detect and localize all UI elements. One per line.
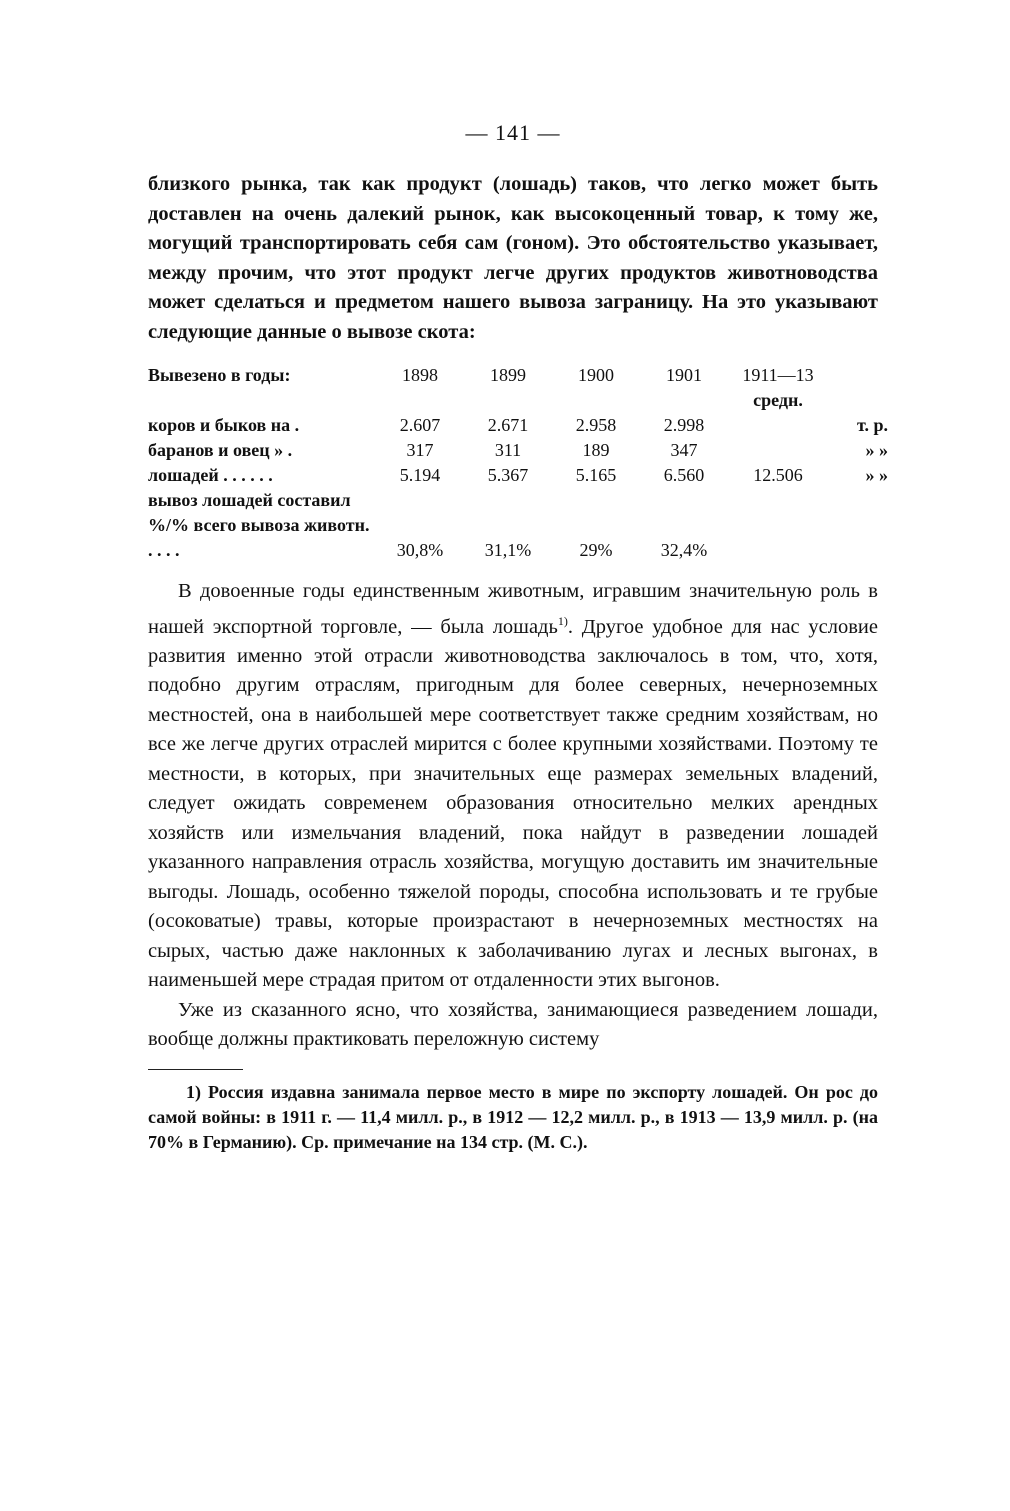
table-cell: 32,4% [660,540,708,560]
row-unit: » » [865,440,888,460]
paragraph-2 [148,577,878,996]
row-label: вывоз лошадей составил %/% всего вывоза животн. . . . . [148,490,370,560]
table-cell: 31,1% [484,540,532,560]
year-header: 1899 [490,365,526,385]
table-cell: 311 [494,440,522,460]
row-label: лошадей . . . . . . [148,465,273,485]
year-header: 1898 [402,365,438,385]
table-cell: 6.560 [663,465,705,485]
year-header: 1911—13 [742,365,814,385]
paragraph-3: Уже из сказанного ясно, что хозяйства, занимающиеся разведением лошади, вообще должны практиковать переложную систему [148,998,878,1051]
paragraph-2-rest: . Другое удобное для нас условие развития именно этой отрасли животноводства заключалось в том, что, хотя, подобно другим отраслям, пригодным для более северных, нечерноземных местностей, она в наибольшей мере соответствует также средним хозяйствам, но все же легче других отраслей мирится с более крупными хозяйствами. Поэтому те местности, в которых, при значительных еще размерах земельных владений, следует ожидать современем образования относительно мелких арендных хозяйств или измельчания владений, пока найдут в разведении лошадей указанного направления отрасль хозяйства, могущую доставить им значительные выгоды. Лошадь, особенно тяжелой породы, способна использовать и те грубые (осоковатые) травы, которые произрастают в нечерноземных местностях на сырых, частью даже наклонных к заболачиванию лугах и лесных выгонах, в наименьшей мере страдая притом от отдаленности этих выгонов. [148,615,878,992]
table-cell [728,413,828,438]
table-cell: 12.506 [753,465,803,485]
year-header: 1901 [666,365,702,385]
table-row [148,463,888,488]
table-row [148,413,888,438]
table-cell: 5.165 [575,465,617,485]
row-unit: » » [865,465,888,485]
document-page [148,120,888,1155]
table-header-row [148,363,888,388]
table-cell: 317 [406,440,434,460]
footnote-ref: 1) [557,613,568,628]
table-note-row [148,388,888,413]
row-label: баранов и овец » . [148,440,293,460]
table-cell: 5.194 [399,465,441,485]
page-number: — 141 — [465,120,561,145]
table-row [148,488,888,563]
table-cell: 2.671 [487,415,529,435]
table-cell: 30,8% [396,540,444,560]
paragraph-2-text: В довоенные годы единственным животным, игравшим значительную роль в нашей экспортной торговле, — была лошадь [148,580,878,638]
table-cell: 189 [582,440,610,460]
export-table [148,363,888,563]
table-header-label: Вывезено в годы: [148,365,291,385]
table-cell: 2.998 [663,415,705,435]
footnote-divider [148,1069,243,1070]
table-cell [728,438,828,463]
table-row [148,438,888,463]
paragraph-1: близкого рынка, так как продукт (лошадь) таков, что легко может быть доставлен на очень далекий рынок, как высокоценный товар, к тому же, могущий транспортировать себя сам (гоном). Это обстоятельство указывает, между прочим, что этот продукт легче других продуктов животноводства может сделаться и предметом нашего вывоза заграницу. На это указывают следующие данные о вывозе скота: [148,173,878,343]
table-cell: 2.607 [399,415,441,435]
year-header: 1900 [578,365,614,385]
table-cell [728,488,828,563]
table-cell: 347 [670,440,698,460]
footnote: 1) Россия издавна занимала первое место в мире по экспорту лошадей. Он рос до самой войны: в 1911 г. — 11,4 милл. р., в 1912 — 12,2 милл. р., в 1913 — 13,9 милл. р. (на 70% в Германию). Ср. примечание на 134 стр. (М. С.). [148,1081,878,1152]
table-cell: 2.958 [575,415,617,435]
row-label: коров и быков на . [148,415,300,435]
table-cell: 5.367 [487,465,529,485]
avg-note: средн. [753,390,803,410]
row-unit: т. р. [857,415,888,435]
table-cell: 29% [579,540,613,560]
row-unit [828,488,888,563]
